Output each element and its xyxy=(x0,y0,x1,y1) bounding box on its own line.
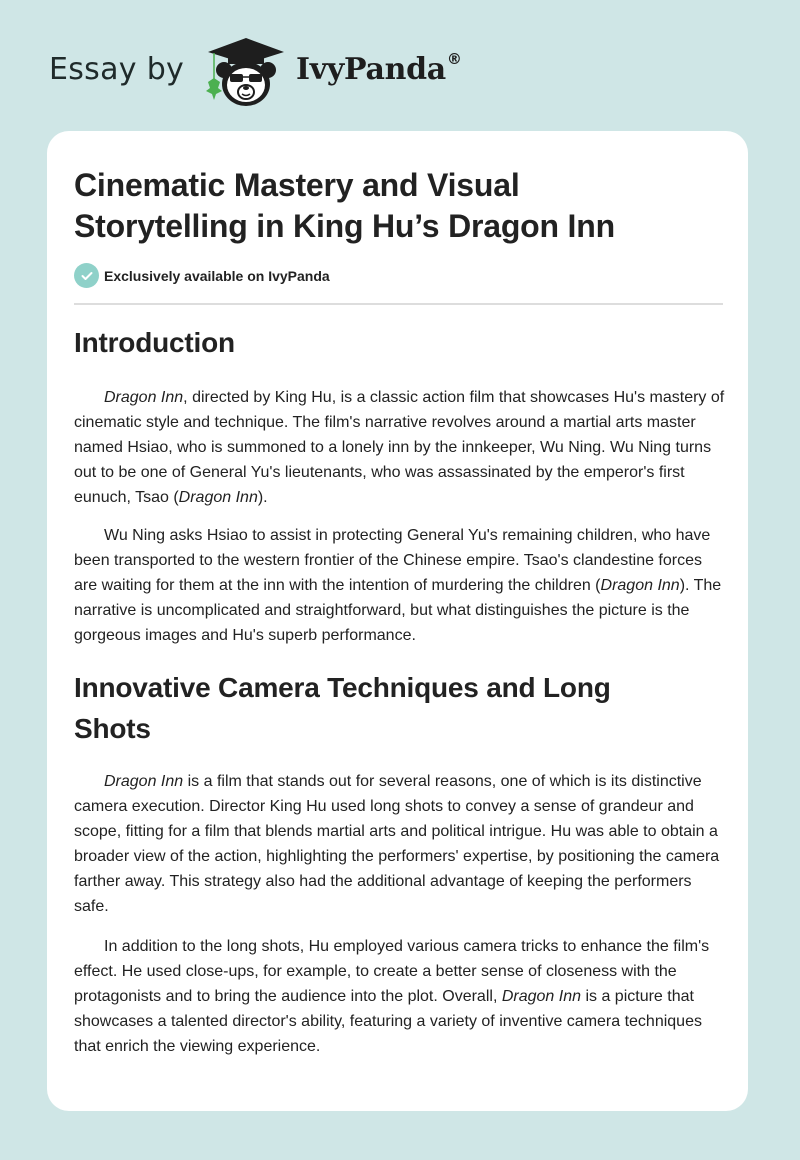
brand-name[interactable] xyxy=(296,52,462,87)
registered-mark: ® xyxy=(446,50,462,68)
title-divider xyxy=(74,303,723,305)
film-title-italic: Dragon Inn xyxy=(501,988,581,1005)
check-circle-icon xyxy=(74,263,99,288)
essay-by-label: Essay by xyxy=(49,52,185,87)
paragraph: Wu Ning asks Hsiao to assist in protecting General Yu's remaining children, who have been transported to the western frontier of the Chinese empire. Tsao's clandestine forces are waiting for them at the inn with the intention of murdering the children (Dragon Inn). The narrative is uncomplicated and straightforward, but what distinguishes the picture is the gorgeous images and Hu's superb performance. xyxy=(74,527,722,644)
exclusive-badge xyxy=(74,263,330,288)
exclusive-text: Exclusively available on IvyPanda xyxy=(104,267,330,284)
section-heading-introduction: Introduction xyxy=(74,327,235,358)
film-title-italic: Dragon Inn xyxy=(104,389,184,406)
essay-card xyxy=(47,131,748,1111)
film-title-italic: Dragon Inn xyxy=(178,489,258,506)
film-title-italic: Dragon Inn xyxy=(600,577,680,594)
film-title-italic: Dragon Inn xyxy=(104,773,184,790)
brand-name-text: IvyPanda xyxy=(296,52,446,87)
paragraph: In addition to the long shots, Hu employed various camera tricks to enhance the film's effect. He used close-ups, for example, to create a better sense of closeness with the protagonists and to bring the audience into the plot. Overall, Dragon Inn is a picture that showcases a talented director's ability, featuring a variety of inventive camera techniques that enrich the viewing experience. xyxy=(74,938,710,1055)
paragraph: Dragon Inn is a film that stands out for several reasons, one of which is its distinctive camera execution. Director King Hu used long shots to convey a sense of grandeur and scope, fitting for a film that blends martial arts and political intrigue. Hu was able to obtain a broader view of the action, highlighting the performers' expertise, by positioning the camera farther away. This strategy also had the additional advantage of keeping the performers safe. xyxy=(74,773,720,915)
paragraph: Dragon Inn, directed by King Hu, is a classic action film that showcases Hu's mastery of cinematic style and technique. The film's narrative revolves around a martial arts master named Hsiao, who is summoned to a lonely inn by the innkeeper, Wu Ning. Wu Ning turns out to be one of General Yu's lieutenants, who was assassinated by the emperor's first eunuch, Tsao (Dragon Inn). xyxy=(74,389,725,506)
section-heading-camera-techniques: Innovative Camera Techniques and Long Shots xyxy=(74,672,611,744)
essay-title: Cinematic Mastery and Visual Storytelling in King Hu’s Dragon Inn xyxy=(74,167,615,244)
panda-graduate-logo-icon[interactable] xyxy=(200,36,292,108)
site-header xyxy=(0,0,800,125)
